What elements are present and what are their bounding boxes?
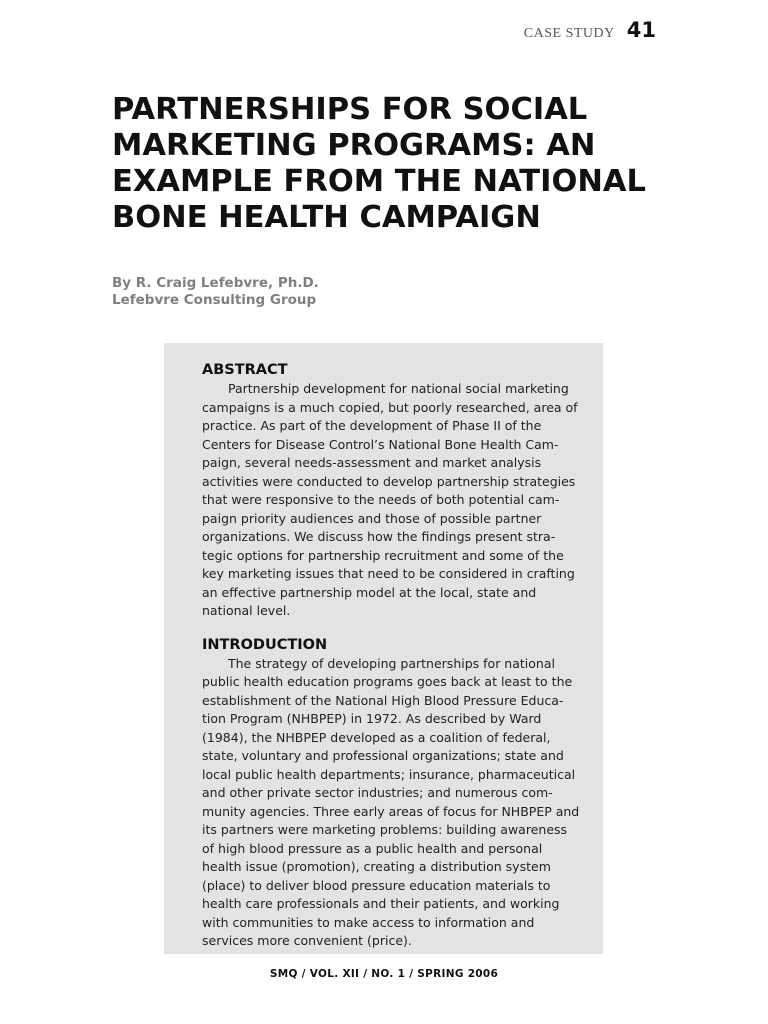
introduction-line: The strategy of developing partnerships for national	[228, 655, 555, 671]
article-title	[112, 92, 672, 236]
author-affiliation: Lefebvre Consulting Group	[112, 292, 317, 308]
abstract-line: paign priority audiences and those of possible partner	[202, 510, 542, 526]
title-line: EXAMPLE FROM THE NATIONAL	[112, 164, 646, 199]
introduction-line: establishment of the National High Blood Pressure Educa-	[202, 692, 564, 708]
abstract-box	[164, 343, 603, 954]
introduction-line: with communities to make access to information and	[202, 914, 535, 930]
abstract-line: Partnership development for national social marketing	[228, 381, 569, 396]
abstract-line: national level.	[202, 603, 291, 618]
page-number: 41	[626, 18, 656, 42]
abstract-heading: ABSTRACT	[202, 362, 288, 378]
title-line: PARTNERSHIPS FOR SOCIAL	[112, 92, 588, 127]
introduction-line: its partners were marketing problems: building awareness	[202, 822, 568, 837]
introduction-body	[202, 655, 580, 951]
introduction-line: (1984), the NHBPEP developed as a coalition of federal,	[202, 729, 551, 745]
title-line: BONE HEALTH CAMPAIGN	[112, 200, 541, 235]
abstract-line: organizations. We discuss how the findings present stra-	[202, 529, 556, 544]
introduction-line: public health education programs goes back at least to the	[202, 674, 573, 689]
abstract-line: campaigns is a much copied, but poorly researched, area of	[202, 399, 578, 415]
introduction-line: state, voluntary and professional organizations; state and	[202, 748, 564, 763]
introduction-line: tion Program (NHBPEP) in 1972. As described by Ward	[202, 711, 542, 726]
byline	[112, 275, 319, 309]
abstract-line: paign, several needs-assessment and market analysis	[202, 455, 542, 470]
introduction-line: services more convenient (price).	[202, 933, 412, 948]
abstract-body	[202, 380, 578, 621]
abstract-line: tegic options for partnership recruitment and some of the	[202, 547, 564, 563]
abstract-line: practice. As part of the development of Phase II of the	[202, 418, 542, 433]
journal-footer: SMQ / VOL. XII / NO. 1 / SPRING 2006	[269, 968, 499, 980]
title-line: MARKETING PROGRAMS: AN	[112, 128, 596, 163]
abstract-line: Centers for Disease Control’s National Bone Health Cam-	[202, 436, 559, 452]
abstract-line: key marketing issues that need to be considered in crafting	[202, 566, 575, 581]
abstract-line: an effective partnership model at the local, state and	[202, 584, 537, 600]
abstract-line: that were responsive to the needs of both potential cam-	[202, 492, 560, 507]
abstract-line: activities were conducted to develop partnership strategies	[202, 473, 576, 489]
introduction-line: health issue (promotion), creating a distribution system	[202, 859, 551, 874]
introduction-line: and other private sector industries; and numerous com-	[202, 785, 553, 800]
introduction-line: (place) to deliver blood pressure education materials to	[202, 877, 551, 893]
introduction-line: munity agencies. Three early areas of focus for NHBPEP and	[202, 803, 580, 819]
author-name: By R. Craig Lefebvre, Ph.D.	[112, 275, 319, 291]
introduction-line: of high blood pressure as a public health and personal	[202, 840, 543, 856]
introduction-line: health care professionals and their patients, and working	[202, 896, 560, 911]
running-head	[524, 18, 656, 42]
introduction-heading: INTRODUCTION	[202, 636, 328, 653]
section-label: CASE STUDY	[523, 26, 615, 41]
introduction-line: local public health departments; insurance, pharmaceutical	[202, 766, 576, 782]
abstract-box-content	[202, 361, 580, 951]
